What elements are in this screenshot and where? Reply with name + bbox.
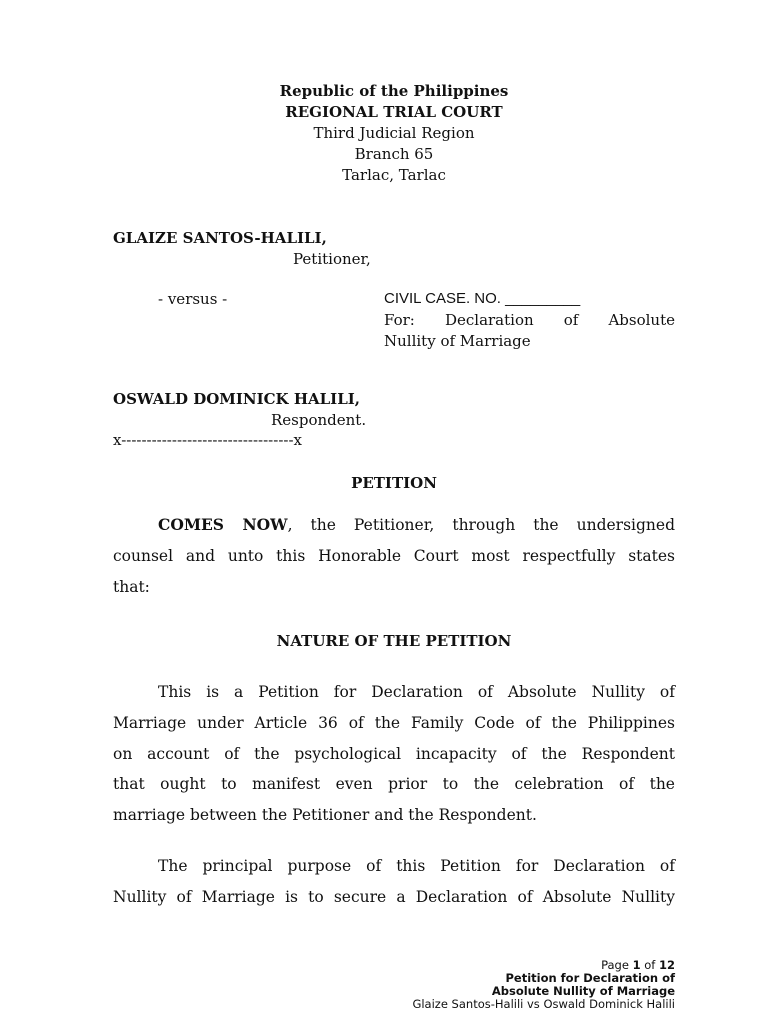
intro-line: that: <box>113 577 150 596</box>
versus-label: - versus - <box>158 290 228 308</box>
page-prefix: Page <box>601 958 629 972</box>
branch-heading: Branch 65 <box>354 145 434 163</box>
respondent-role: Respondent. <box>271 411 367 429</box>
petitioner-name: GLAIZE SANTOS-HALILI, <box>113 229 327 247</box>
paragraph-line: marriage between the Petitioner and the Respondent. <box>113 806 537 825</box>
case-subject <box>384 310 675 352</box>
region-heading: Third Judicial Region <box>313 124 475 142</box>
page-total: 12 <box>658 958 675 972</box>
page-of: of <box>644 958 656 972</box>
case-subject-line: For: Declaration of Absolute <box>384 311 675 329</box>
paragraph-line: that ought to manifest even prior to the celebration of the <box>113 775 675 794</box>
paragraph-line: on account of the psychological incapacity of the Respondent <box>113 744 675 763</box>
nature-paragraph <box>113 677 675 831</box>
intro-paragraph <box>113 510 675 602</box>
caption-separator: x----------------------------------x <box>113 431 302 449</box>
case-subject-line: Nullity of Marriage <box>384 332 531 350</box>
civil-case-number: CIVIL CASE. NO. _________ <box>384 290 581 307</box>
purpose-paragraph <box>113 851 675 913</box>
page-current: 1 <box>632 958 641 972</box>
respondent-name: OSWALD DOMINICK HALILI, <box>113 390 360 408</box>
footer-case-caption: Glaize Santos-Halili vs Oswald Dominick Halili <box>412 997 675 1011</box>
paragraph-line: This is a Petition for Declaration of Absolute Nullity of <box>158 683 675 701</box>
location-heading: Tarlac, Tarlac <box>342 166 446 184</box>
footer-doc-title-line1: Petition for Declaration of <box>505 971 675 985</box>
paragraph-line: Marriage under Article 36 of the Family Code of the Philippines <box>113 713 675 732</box>
republic-heading: Republic of the Philippines <box>279 82 509 100</box>
paragraph-line: Nullity of Marriage is to secure a Declaration of Absolute Nullity <box>113 887 675 906</box>
footer-doc-title-line2: Absolute Nullity of Marriage <box>491 984 675 998</box>
intro-line: counsel and unto this Honorable Court most respectfully states <box>113 546 675 565</box>
paragraph-line: The principal purpose of this Petition for Declaration of <box>158 857 675 875</box>
intro-line <box>113 510 675 541</box>
court-heading: REGIONAL TRIAL COURT <box>285 103 503 121</box>
intro-line-rest: , the Petitioner, through the undersigned <box>287 516 675 534</box>
petition-title: PETITION <box>351 474 437 492</box>
intro-bold-phrase: COMES NOW <box>158 515 288 534</box>
section-heading: NATURE OF THE PETITION <box>276 632 512 650</box>
petitioner-role: Petitioner, <box>293 250 371 268</box>
